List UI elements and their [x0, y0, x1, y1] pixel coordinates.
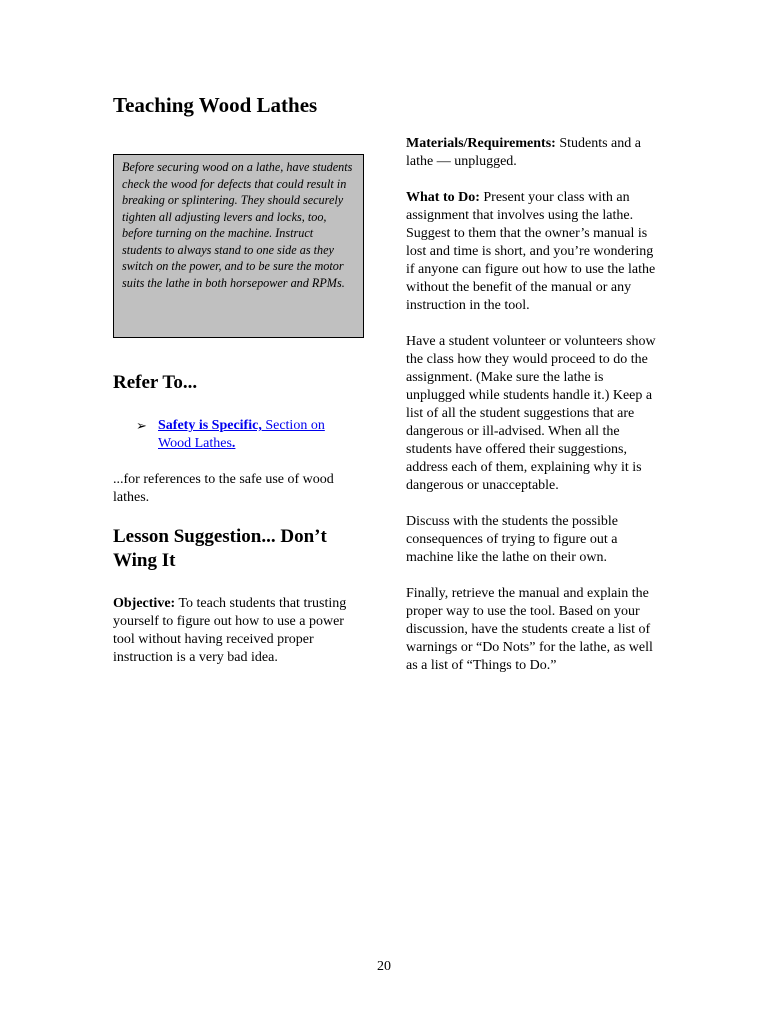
- materials-paragraph: [406, 135, 656, 171]
- safety-callout-box: Before securing wood on a lathe, have students check the wood for defects that could result in breaking or splintering. They should securely tighten all adjusting levers and locks, too, before turning on the machine. Instruct students to always stand to one side as they switch on the power, and to be sure the motor suits the lathe in both horsepower and RPMs.: [113, 154, 364, 338]
- consequences-paragraph: Discuss with the students the possible consequences of trying to figure out a machine like the lathe on their own.: [406, 514, 618, 565]
- objective-paragraph: [113, 595, 363, 667]
- refer-to-heading: Refer To...: [113, 372, 198, 393]
- materials-text: Students and a lathe — unplugged.: [406, 136, 641, 169]
- volunteer-paragraph: Have a student volunteer or volunteers show the class how they would proceed to do the assignment. (Make sure the lathe is unplugged while students handle it.) Keep a list of all the student suggestions that are dangerous or ill-advised. When all the students have offered their suggestions, address each of them, explaining why it is dangerous or unacceptable.: [406, 334, 656, 493]
- safety-is-specific-link[interactable]: [158, 418, 325, 451]
- refer-after-text: ...for references to the safe use of wood lathes.: [113, 472, 334, 505]
- what-to-do-paragraph: [406, 189, 656, 315]
- what-to-do-text: Present your class with an assignment that involves using the lathe. Suggest to them that the owner’s manual is lost and time is short, and you’re wondering if anyone can figure out how to use the lathe without the benefit of the manual or any instruction in the tool.: [406, 190, 656, 313]
- materials-label: Materials/Requirements:: [406, 136, 556, 151]
- page-number: 20: [377, 959, 391, 974]
- link-period: .: [231, 436, 236, 451]
- what-to-do-label: What to Do:: [406, 190, 480, 205]
- arrow-bullet-icon: ➢: [136, 418, 147, 433]
- manual-paragraph: Finally, retrieve the manual and explain the proper way to use the tool. Based on your discussion, have the students create a list of warnings or “Do Nots” for the lathe, as well as a list of “Things to Do.”: [406, 586, 653, 673]
- right-column: [406, 135, 656, 693]
- link-bold-text: Safety is Specific,: [158, 418, 262, 433]
- objective-text: To teach students that trusting yourself to figure out how to use a power tool without having received proper instruction is a very bad idea.: [113, 596, 347, 665]
- objective-label: Objective:: [113, 596, 176, 611]
- lesson-heading: Lesson Suggestion... Don’t Wing It: [113, 526, 327, 571]
- link-rest-text: Section on Wood Lathes: [158, 418, 325, 451]
- page-title: Teaching Wood Lathes: [113, 93, 318, 117]
